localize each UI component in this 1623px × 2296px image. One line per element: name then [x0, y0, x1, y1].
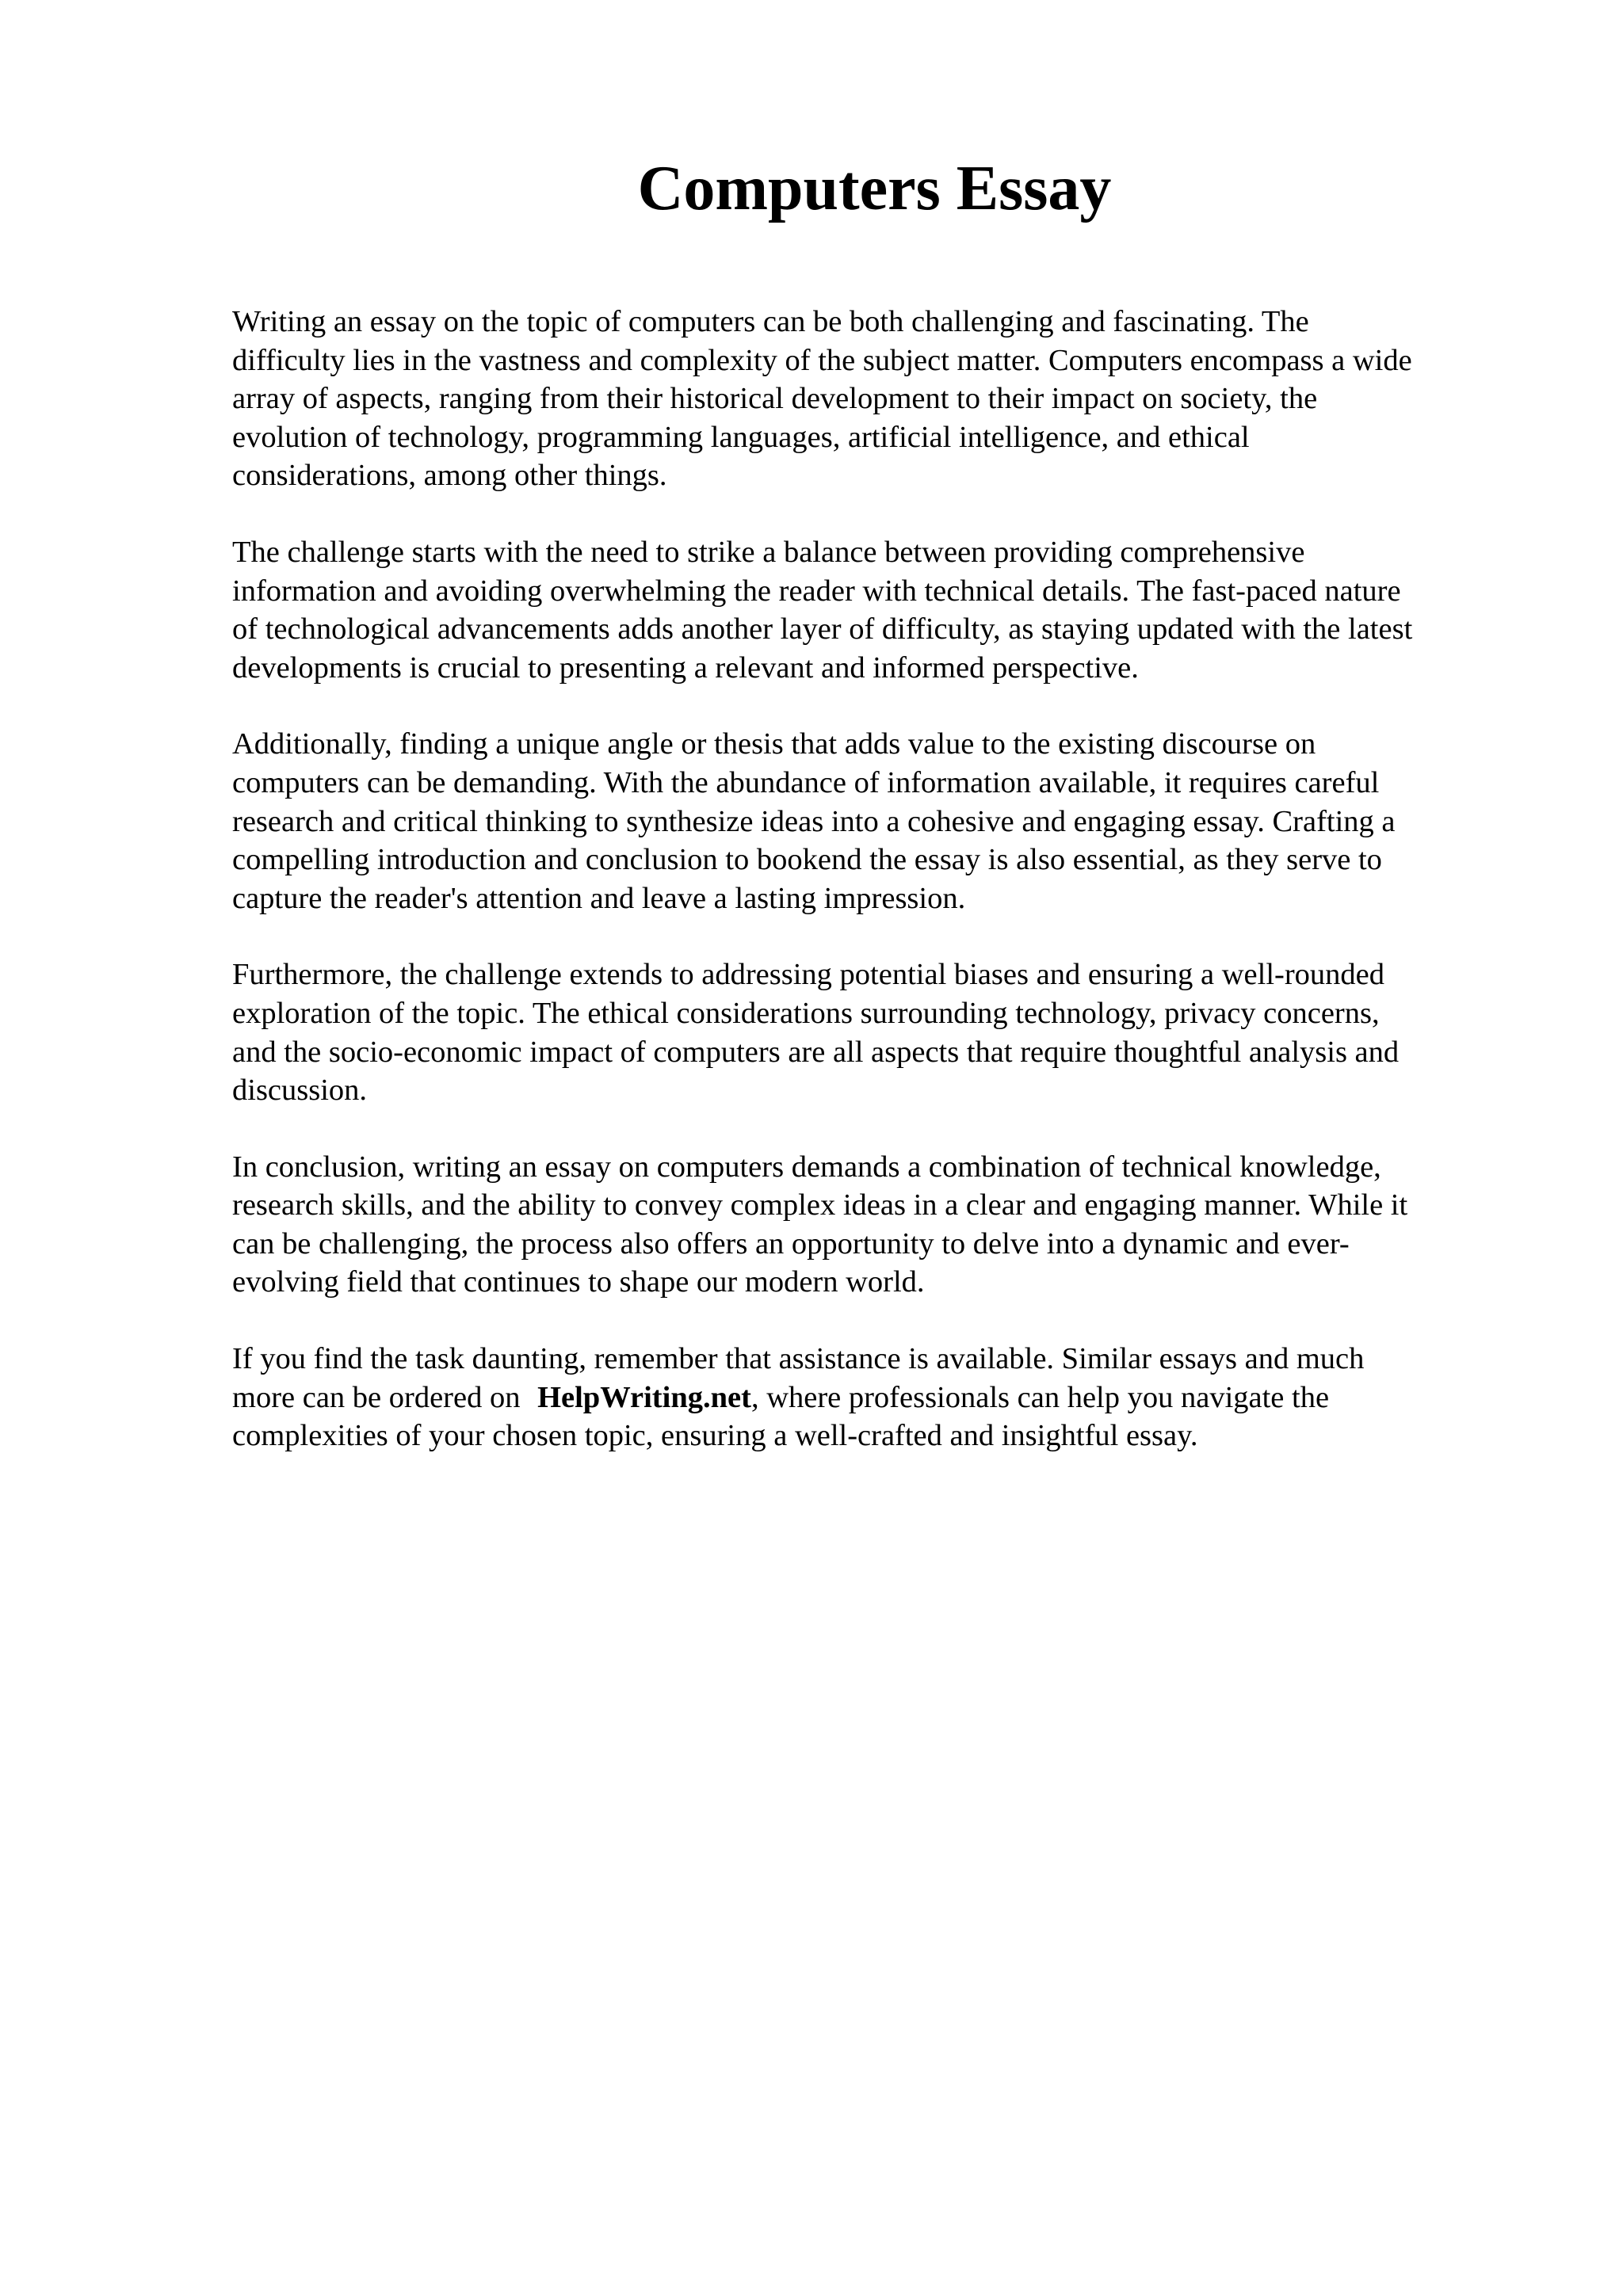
text-line: array of aspects, ranging from their historical development to their impact on society, the — [232, 382, 1318, 416]
text-line: compelling introduction and conclusion to bookend the essay is also essential, as they serve to — [232, 843, 1382, 877]
helpwriting-link[interactable]: HelpWriting.net — [537, 1380, 751, 1414]
text-fragment: more can be ordered on — [232, 1380, 529, 1414]
text-line: The challenge starts with the need to strike a balance between providing comprehensive — [232, 535, 1305, 569]
page-title: Computers Essay — [637, 154, 1112, 223]
text-line: information and avoiding overwhelming the reader with technical details. The fast-paced nature — [232, 574, 1401, 608]
text-line: considerations, among other things. — [232, 459, 667, 493]
text-line: In conclusion, writing an essay on computers demands a combination of technical knowledge, — [232, 1150, 1381, 1184]
paragraph-4 — [232, 955, 1516, 1109]
text-line: developments is crucial to presenting a relevant and informed perspective. — [232, 650, 1139, 685]
paragraph-5 — [232, 1148, 1516, 1302]
text-line: difficulty lies in the vastness and complexity of the subject matter. Computers encompass a wide — [232, 343, 1412, 377]
text-line: capture the reader's attention and leave a lasting impression. — [232, 881, 966, 915]
text-line: evolution of technology, programming languages, artificial intelligence, and ethical — [232, 420, 1250, 454]
text-line-with-link — [232, 1379, 1516, 1417]
paragraph-1 — [232, 303, 1516, 495]
text-line: computers can be demanding. With the abundance of information available, it requires careful — [232, 765, 1380, 799]
text-line: Writing an essay on the topic of computers can be both challenging and fascinating. The — [232, 305, 1309, 338]
text-line: research and critical thinking to synthesize ideas into a cohesive and engaging essay. Crafting a — [232, 804, 1396, 838]
text-line: discussion. — [232, 1074, 368, 1108]
paragraph-2 — [232, 533, 1516, 687]
paragraph-3 — [232, 725, 1516, 917]
text-line: complexities of your chosen topic, ensuring a well-crafted and insightful essay. — [232, 1419, 1198, 1453]
text-line: Furthermore, the challenge extends to addressing potential biases and ensuring a well-rounded — [232, 958, 1385, 992]
text-line: research skills, and the ability to convey complex ideas in a clear and engaging manner. While it — [232, 1188, 1408, 1222]
text-line: If you find the task daunting, remember that assistance is available. Similar essays and much — [232, 1342, 1365, 1376]
text-line: and the socio-economic impact of computers are all aspects that require thoughtful analysis and — [232, 1035, 1400, 1069]
text-line: exploration of the topic. The ethical considerations surrounding technology, privacy concerns, — [232, 996, 1380, 1030]
closing-paragraph — [232, 1340, 1516, 1455]
text-line: Additionally, finding a unique angle or thesis that adds value to the existing discourse on — [232, 727, 1316, 761]
text-line: evolving field that continues to shape our modern world. — [232, 1265, 925, 1299]
text-line: can be challenging, the process also offers an opportunity to delve into a dynamic and ever- — [232, 1226, 1350, 1261]
text-line: of technological advancements adds another layer of difficulty, as staying updated with the latest — [232, 612, 1413, 646]
essay-body — [232, 303, 1516, 1493]
text-fragment: , where professionals can help you navigate the — [750, 1380, 1330, 1414]
